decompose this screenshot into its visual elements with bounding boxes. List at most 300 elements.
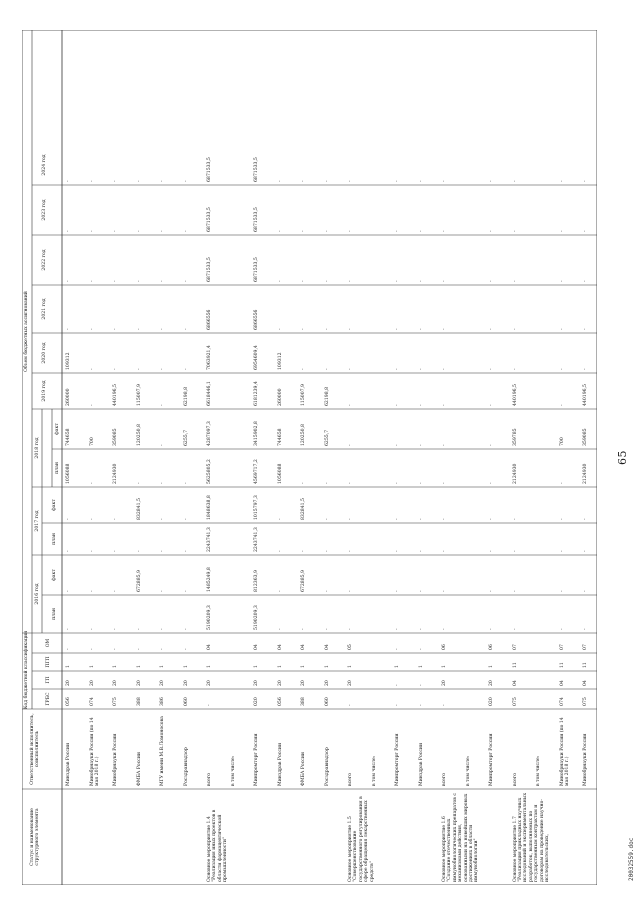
row-executor: всего bbox=[207, 772, 212, 786]
row-value-p17: - bbox=[559, 550, 565, 552]
row-value-y19: 440196,5 bbox=[512, 384, 518, 406]
row-value-p18: - bbox=[136, 482, 142, 484]
row-value-y19: 115007,9 bbox=[136, 384, 142, 406]
row-value-f16: 1485249,8 bbox=[207, 567, 212, 592]
row-value-grbs: 056 bbox=[66, 697, 71, 706]
row-value-p16: - bbox=[512, 628, 518, 630]
row-value-p17: - bbox=[183, 550, 189, 552]
row-value-grbs: - bbox=[348, 704, 353, 706]
row-value-f17: - bbox=[324, 518, 330, 520]
row-value-y24: - bbox=[89, 180, 95, 182]
row-value-y24: - bbox=[113, 180, 118, 182]
row-value-f16: - bbox=[89, 590, 95, 592]
row-value-gp: 20 bbox=[160, 680, 165, 686]
row-value-y21: - bbox=[277, 328, 283, 330]
row-executor: МГУ имени М.В.Ломоносова bbox=[160, 716, 165, 786]
row-value-p16: - bbox=[442, 628, 447, 630]
row-value-p16: - bbox=[89, 628, 95, 630]
row-value-f16: - bbox=[113, 590, 118, 592]
row-value-om: 04 bbox=[254, 644, 259, 650]
row-value-y20: - bbox=[160, 368, 165, 370]
row-value-pgp: 1 bbox=[136, 665, 142, 668]
row-value-y22: - bbox=[395, 280, 400, 282]
row-value-y20: 7063921,4 bbox=[207, 345, 212, 370]
row-value-y19: - bbox=[395, 404, 400, 406]
row-value-gp: 20 bbox=[136, 680, 142, 686]
header-volume-group: Объем бюджетных ассигнований bbox=[24, 291, 29, 372]
row-value-pgp: 11 bbox=[559, 662, 565, 668]
row-value-y22: - bbox=[348, 280, 353, 282]
row-value-y22: - bbox=[301, 280, 306, 282]
row-value-gp: 20 bbox=[301, 680, 306, 686]
row-value-grbs: 074 bbox=[89, 697, 95, 706]
row-value-p16: - bbox=[277, 628, 283, 630]
header-pgp: ПГП bbox=[46, 656, 51, 668]
row-value-p16: - bbox=[66, 628, 71, 630]
row-value-f18: 359085 bbox=[583, 428, 588, 446]
row-value-y21: - bbox=[442, 328, 447, 330]
row-value-y24: - bbox=[395, 180, 400, 182]
row-executor: всего bbox=[512, 772, 518, 786]
row-executor: всего bbox=[442, 772, 447, 786]
row-value-y19: 440196,5 bbox=[113, 384, 118, 406]
row-value-y20: - bbox=[512, 368, 518, 370]
row-value-grbs: 056 bbox=[277, 697, 283, 706]
row-value-om: 04 bbox=[207, 644, 212, 650]
header-fact-2018: факт bbox=[55, 423, 60, 435]
row-value-y22: - bbox=[66, 280, 71, 282]
row-value-f16: - bbox=[395, 590, 400, 592]
header-2017: 2017 год bbox=[35, 510, 40, 532]
row-value-p18: - bbox=[559, 482, 565, 484]
row-value-y21: 6866556 bbox=[254, 309, 259, 330]
row-value-pgp: 1 bbox=[301, 665, 306, 668]
row-value-f16: 672885,9 bbox=[301, 570, 306, 592]
row-value-y24: 6871533,5 bbox=[207, 157, 212, 182]
row-value-y21: - bbox=[66, 328, 71, 330]
row-value-y23: - bbox=[324, 230, 330, 232]
row-value-p16: - bbox=[348, 628, 353, 630]
row-value-f18: - bbox=[442, 444, 447, 446]
row-value-pgp: 1 bbox=[324, 665, 330, 668]
row-value-y21: - bbox=[395, 328, 400, 330]
row-value-f16: - bbox=[489, 590, 494, 592]
row-value-y22: - bbox=[418, 280, 424, 282]
row-value-y23: - bbox=[583, 230, 588, 232]
row-value-y23: - bbox=[559, 230, 565, 232]
row-value-om: 07 bbox=[583, 644, 588, 650]
row-value-y23: - bbox=[66, 230, 71, 232]
row-value-y24: - bbox=[136, 180, 142, 182]
row-value-f16: - bbox=[160, 590, 165, 592]
row-value-f17: - bbox=[113, 518, 118, 520]
row-value-y22: - bbox=[277, 280, 283, 282]
row-value-om: 04 bbox=[324, 644, 330, 650]
row-value-p17: - bbox=[583, 550, 588, 552]
footer-code: 20032559.doc bbox=[628, 837, 635, 881]
row-value-f16: - bbox=[348, 590, 353, 592]
row-value-y21: - bbox=[489, 328, 494, 330]
row-value-p18: - bbox=[160, 482, 165, 484]
row-value-y22: - bbox=[113, 280, 118, 282]
row-value-gp: - bbox=[418, 684, 424, 686]
row-value-p16: - bbox=[183, 628, 189, 630]
row-value-gp: 20 bbox=[277, 680, 283, 686]
row-value-p18: - bbox=[489, 482, 494, 484]
row-value-pgp: 1 bbox=[254, 665, 259, 668]
row-executor: Минобрнауки России (по 14 мая 2018 г.) bbox=[559, 717, 570, 786]
row-value-pgp: 1 bbox=[113, 665, 118, 668]
row-value-om: 05 bbox=[348, 644, 353, 650]
row-value-y24: - bbox=[324, 180, 330, 182]
row-value-y24: - bbox=[160, 180, 165, 182]
row-value-y19: 260000 bbox=[66, 388, 71, 406]
row-value-y23: - bbox=[301, 230, 306, 232]
row-executor: Росздравнадзор bbox=[324, 747, 330, 786]
row-value-pgp: 11 bbox=[512, 662, 518, 668]
row-value-gp: 20 bbox=[254, 680, 259, 686]
row-value-grbs: 075 bbox=[113, 697, 118, 706]
row-value-y22: - bbox=[489, 280, 494, 282]
row-value-p16: - bbox=[559, 628, 565, 630]
row-value-p18: - bbox=[324, 482, 330, 484]
row-value-p17: - bbox=[348, 550, 353, 552]
row-value-grbs: 060 bbox=[183, 697, 189, 706]
row-value-f17: - bbox=[89, 518, 95, 520]
row-value-om: - bbox=[66, 648, 71, 650]
row-value-y23: - bbox=[348, 230, 353, 232]
row-value-om: - bbox=[183, 648, 189, 650]
row-value-p18: - bbox=[301, 482, 306, 484]
row-value-y24: - bbox=[489, 180, 494, 182]
row-value-grbs: - bbox=[395, 704, 400, 706]
row-value-f18: 3415902,8 bbox=[254, 421, 259, 446]
row-value-y24: - bbox=[183, 180, 189, 182]
row-value-y23: - bbox=[89, 230, 95, 232]
row-value-y20: - bbox=[395, 368, 400, 370]
row-value-y24: - bbox=[348, 180, 353, 182]
row-value-gp: 20 bbox=[348, 680, 353, 686]
row-value-grbs: 388 bbox=[136, 697, 142, 706]
header-2024: 2024 год bbox=[42, 154, 47, 176]
header-2022: 2022 год bbox=[42, 249, 47, 271]
row-value-y23: - bbox=[160, 230, 165, 232]
row-value-f18: 359085 bbox=[113, 428, 118, 446]
row-value-p16: - bbox=[489, 628, 494, 630]
row-value-f18: - bbox=[418, 444, 424, 446]
row-value-gp: 04 bbox=[583, 680, 588, 686]
row-value-y23: - bbox=[442, 230, 447, 232]
row-value-p16: - bbox=[583, 628, 588, 630]
row-executor: Минпромторг России bbox=[395, 733, 400, 786]
row-value-y22: - bbox=[136, 280, 142, 282]
row-value-y22: - bbox=[324, 280, 330, 282]
row-value-f18: 4287097,3 bbox=[207, 421, 212, 446]
row-value-gp: 20 bbox=[442, 680, 447, 686]
row-value-y23: - bbox=[113, 230, 118, 232]
row-value-y19: 115007,9 bbox=[301, 384, 306, 406]
row-value-om: - bbox=[418, 648, 424, 650]
row-value-p17: - bbox=[418, 550, 424, 552]
row-value-p16: - bbox=[113, 628, 118, 630]
header-grbs: ГРБС bbox=[46, 692, 51, 706]
row-value-y21: 6866556 bbox=[207, 309, 212, 330]
row-value-f16: - bbox=[277, 590, 283, 592]
row-value-gp: 20 bbox=[113, 680, 118, 686]
row-value-y20: - bbox=[442, 368, 447, 370]
row-value-f16: - bbox=[442, 590, 447, 592]
row-value-p18: - bbox=[395, 482, 400, 484]
header-2020: 2020 год bbox=[42, 342, 47, 364]
row-value-y20: 6954609,4 bbox=[254, 345, 259, 370]
row-executor: в том числе: bbox=[230, 755, 236, 786]
row-executor: в том числе: bbox=[371, 755, 377, 786]
row-value-f17: - bbox=[512, 518, 518, 520]
row-value-y23: - bbox=[418, 230, 424, 232]
row-value-p17: - bbox=[136, 550, 142, 552]
row-value-f18: - bbox=[489, 444, 494, 446]
row-value-f18: - bbox=[395, 444, 400, 446]
row-value-grbs: 020 bbox=[254, 697, 259, 706]
row-value-y24: - bbox=[512, 180, 518, 182]
row-value-f17: - bbox=[489, 518, 494, 520]
budget-table bbox=[22, 30, 597, 885]
row-value-p16: - bbox=[418, 628, 424, 630]
row-value-y21: - bbox=[113, 328, 118, 330]
row-value-y20: - bbox=[489, 368, 494, 370]
table-grid-lines bbox=[22, 30, 597, 885]
row-status: Основное мероприятие 1.7 "Реализация прикладных научных исследований и экспериментальных разработок, выполняемых по государственным контрактам и договорам на проведение научно-исследовательских, bbox=[512, 792, 550, 882]
row-value-y19: - bbox=[489, 404, 494, 406]
row-executor: ФМБА России bbox=[301, 752, 306, 786]
row-value-p17: - bbox=[324, 550, 330, 552]
row-value-p18: - bbox=[183, 482, 189, 484]
row-value-p17: 2243741,3 bbox=[207, 527, 212, 552]
header-2018: 2018 год bbox=[35, 437, 40, 459]
row-executor: ФМБА России bbox=[136, 752, 142, 786]
row-value-p18: - bbox=[89, 482, 95, 484]
row-value-p18: 2124930 bbox=[113, 463, 118, 484]
row-value-y23: - bbox=[512, 230, 518, 232]
header-2016: 2016 год bbox=[35, 583, 40, 605]
row-value-y21: - bbox=[301, 328, 306, 330]
row-value-y23: - bbox=[395, 230, 400, 232]
row-value-y23: - bbox=[277, 230, 283, 232]
row-value-pgp: 1 bbox=[395, 665, 400, 668]
row-value-f17: - bbox=[66, 518, 71, 520]
row-value-grbs: 388 bbox=[301, 697, 306, 706]
row-value-f18: 744658 bbox=[277, 428, 283, 446]
row-value-p17: - bbox=[277, 550, 283, 552]
row-value-y24: - bbox=[442, 180, 447, 182]
row-value-p16: - bbox=[301, 628, 306, 630]
row-value-y19: - bbox=[160, 404, 165, 406]
row-value-f16: - bbox=[183, 590, 189, 592]
row-value-p16: 5190209,3 bbox=[207, 605, 212, 630]
row-value-f16: - bbox=[66, 590, 71, 592]
row-value-pgp: 1 bbox=[66, 665, 71, 668]
row-executor: в том числе: bbox=[536, 755, 541, 786]
header-plan-2: план bbox=[52, 533, 57, 545]
row-value-y19: 6618446,1 bbox=[207, 381, 212, 406]
row-value-grbs: 074 bbox=[559, 697, 565, 706]
header-fact-3: факт bbox=[52, 499, 57, 511]
row-executor: всего bbox=[348, 772, 353, 786]
row-value-p17: 2243741,3 bbox=[254, 527, 259, 552]
row-value-y23: - bbox=[183, 230, 189, 232]
row-value-f16: - bbox=[583, 590, 588, 592]
row-value-f17: - bbox=[348, 518, 353, 520]
row-value-y20: - bbox=[89, 368, 95, 370]
row-value-om: - bbox=[89, 648, 95, 650]
row-value-p17: - bbox=[442, 550, 447, 552]
row-value-gp: 04 bbox=[559, 680, 565, 686]
row-value-p17: - bbox=[160, 550, 165, 552]
header-plan-0: план bbox=[52, 608, 57, 620]
row-value-f17: 832841,5 bbox=[301, 498, 306, 520]
row-value-y20: - bbox=[113, 368, 118, 370]
row-value-om: 07 bbox=[512, 644, 518, 650]
row-value-p16: - bbox=[160, 628, 165, 630]
row-value-y20: - bbox=[418, 368, 424, 370]
row-value-pgp: 11 bbox=[583, 662, 588, 668]
row-value-om: - bbox=[113, 648, 118, 650]
row-value-y22: 6871533,5 bbox=[254, 257, 259, 282]
row-value-f16: - bbox=[418, 590, 424, 592]
row-value-y20: - bbox=[301, 368, 306, 370]
row-value-y21: - bbox=[183, 328, 189, 330]
row-value-y19: 260000 bbox=[277, 388, 283, 406]
row-value-y19: 62198,8 bbox=[183, 387, 189, 406]
row-value-f16: - bbox=[559, 590, 565, 592]
page-number: 65 bbox=[616, 450, 629, 465]
row-value-y19: 62198,8 bbox=[324, 387, 330, 406]
row-value-gp: 20 bbox=[183, 680, 189, 686]
row-value-gp: 20 bbox=[66, 680, 71, 686]
row-value-om: 04 bbox=[301, 644, 306, 650]
row-value-f18: 120250,8 bbox=[136, 424, 142, 446]
row-value-y22: - bbox=[583, 280, 588, 282]
row-executor: Минобрнауки России bbox=[113, 733, 118, 786]
row-executor: Минздрав России bbox=[418, 742, 424, 786]
row-value-om: - bbox=[160, 648, 165, 650]
header-plan-2018: план bbox=[55, 462, 60, 474]
row-status: Основное мероприятие 1.5 "Совершенствование государственного регулирования в сфере обращения лекарственных средств" bbox=[348, 796, 375, 882]
row-value-y23: - bbox=[489, 230, 494, 232]
row-value-f17: 1015797,3 bbox=[254, 495, 259, 520]
row-value-grbs: 020 bbox=[489, 697, 494, 706]
row-value-f17: - bbox=[160, 518, 165, 520]
row-value-grbs: - bbox=[442, 704, 447, 706]
row-executor: Минздрав России bbox=[277, 742, 283, 786]
row-value-y24: - bbox=[66, 180, 71, 182]
row-value-f16: 812363,9 bbox=[254, 570, 259, 592]
row-value-y22: - bbox=[512, 280, 518, 282]
row-value-om: 04 bbox=[277, 644, 283, 650]
row-value-f18: 700 bbox=[89, 437, 95, 446]
row-value-f18: 744658 bbox=[66, 428, 71, 446]
row-value-om: 07 bbox=[559, 644, 565, 650]
row-value-y23: - bbox=[136, 230, 142, 232]
row-status: Основное мероприятие 1.4 "Реализация иных проектов в области фармацевтической промышленности" bbox=[207, 809, 229, 882]
row-value-p18: 4569717,2 bbox=[254, 459, 259, 484]
row-value-y22: - bbox=[183, 280, 189, 282]
row-value-y20: - bbox=[559, 368, 565, 370]
row-value-f17: - bbox=[183, 518, 189, 520]
header-fact-1: факт bbox=[52, 569, 57, 581]
row-value-f17: 1848638,8 bbox=[207, 495, 212, 520]
row-value-y24: 6871533,5 bbox=[254, 157, 259, 182]
row-value-y19: 6181239,4 bbox=[254, 381, 259, 406]
row-value-p18: - bbox=[348, 482, 353, 484]
row-value-p17: - bbox=[301, 550, 306, 552]
row-value-p17: - bbox=[66, 550, 71, 552]
row-value-gp: 20 bbox=[207, 680, 212, 686]
row-value-p17: - bbox=[89, 550, 95, 552]
row-value-y24: - bbox=[583, 180, 588, 182]
row-value-p18: - bbox=[442, 482, 447, 484]
header-status: Статус и наименование структурного элемента bbox=[30, 808, 41, 866]
row-value-p18: 5625805,2 bbox=[207, 459, 212, 484]
row-value-pgp: 1 bbox=[183, 665, 189, 668]
row-value-p17: - bbox=[395, 550, 400, 552]
header-2019: 2019 год bbox=[42, 380, 47, 402]
row-value-grbs: 075 bbox=[512, 697, 518, 706]
row-value-f18: 6255,7 bbox=[183, 429, 189, 446]
row-value-p17: - bbox=[113, 550, 118, 552]
row-executor: Росздравнадзор bbox=[183, 747, 189, 786]
row-value-p18: - bbox=[418, 482, 424, 484]
row-value-y21: - bbox=[89, 328, 95, 330]
row-value-pgp: 1 bbox=[418, 665, 424, 668]
row-value-y19: - bbox=[559, 404, 565, 406]
row-value-grbs: 060 bbox=[324, 697, 330, 706]
row-status: Основное мероприятие 1.6 "Создание отечественных иммунобиологических препаратов с механизмами действия, основанными на новейших мировых достижениях в области иммунобиологии" bbox=[442, 793, 480, 882]
row-value-y21: - bbox=[160, 328, 165, 330]
row-value-y19: - bbox=[418, 404, 424, 406]
row-value-p16: - bbox=[324, 628, 330, 630]
row-value-grbs: 075 bbox=[583, 697, 588, 706]
row-value-pgp: 1 bbox=[489, 665, 494, 668]
row-value-f17: - bbox=[583, 518, 588, 520]
row-value-pgp: 1 bbox=[348, 665, 353, 668]
row-value-f16: - bbox=[324, 590, 330, 592]
row-value-y22: - bbox=[160, 280, 165, 282]
row-value-grbs: - bbox=[207, 704, 212, 706]
row-value-p16: - bbox=[395, 628, 400, 630]
row-value-gp: 20 bbox=[489, 680, 494, 686]
row-value-y19: 440196,5 bbox=[583, 384, 588, 406]
row-value-om: - bbox=[136, 648, 142, 650]
row-value-p17: - bbox=[512, 550, 518, 552]
row-value-y21: - bbox=[324, 328, 330, 330]
row-executor: Минпромторг России bbox=[254, 733, 259, 786]
row-value-f16: 672885,9 bbox=[136, 570, 142, 592]
row-value-y22: 6871533,5 bbox=[207, 257, 212, 282]
row-value-y24: - bbox=[301, 180, 306, 182]
row-value-y20: - bbox=[183, 368, 189, 370]
row-value-f16: - bbox=[512, 590, 518, 592]
row-executor: Минздрав России bbox=[66, 742, 71, 786]
row-value-f17: - bbox=[277, 518, 283, 520]
row-value-y21: - bbox=[583, 328, 588, 330]
row-value-f17: 832841,5 bbox=[136, 498, 142, 520]
row-value-y23: 6871533,5 bbox=[254, 207, 259, 232]
row-value-y24: - bbox=[277, 180, 283, 182]
row-value-f18: 700 bbox=[559, 437, 565, 446]
row-value-y22: - bbox=[89, 280, 95, 282]
row-value-y19: - bbox=[89, 404, 95, 406]
